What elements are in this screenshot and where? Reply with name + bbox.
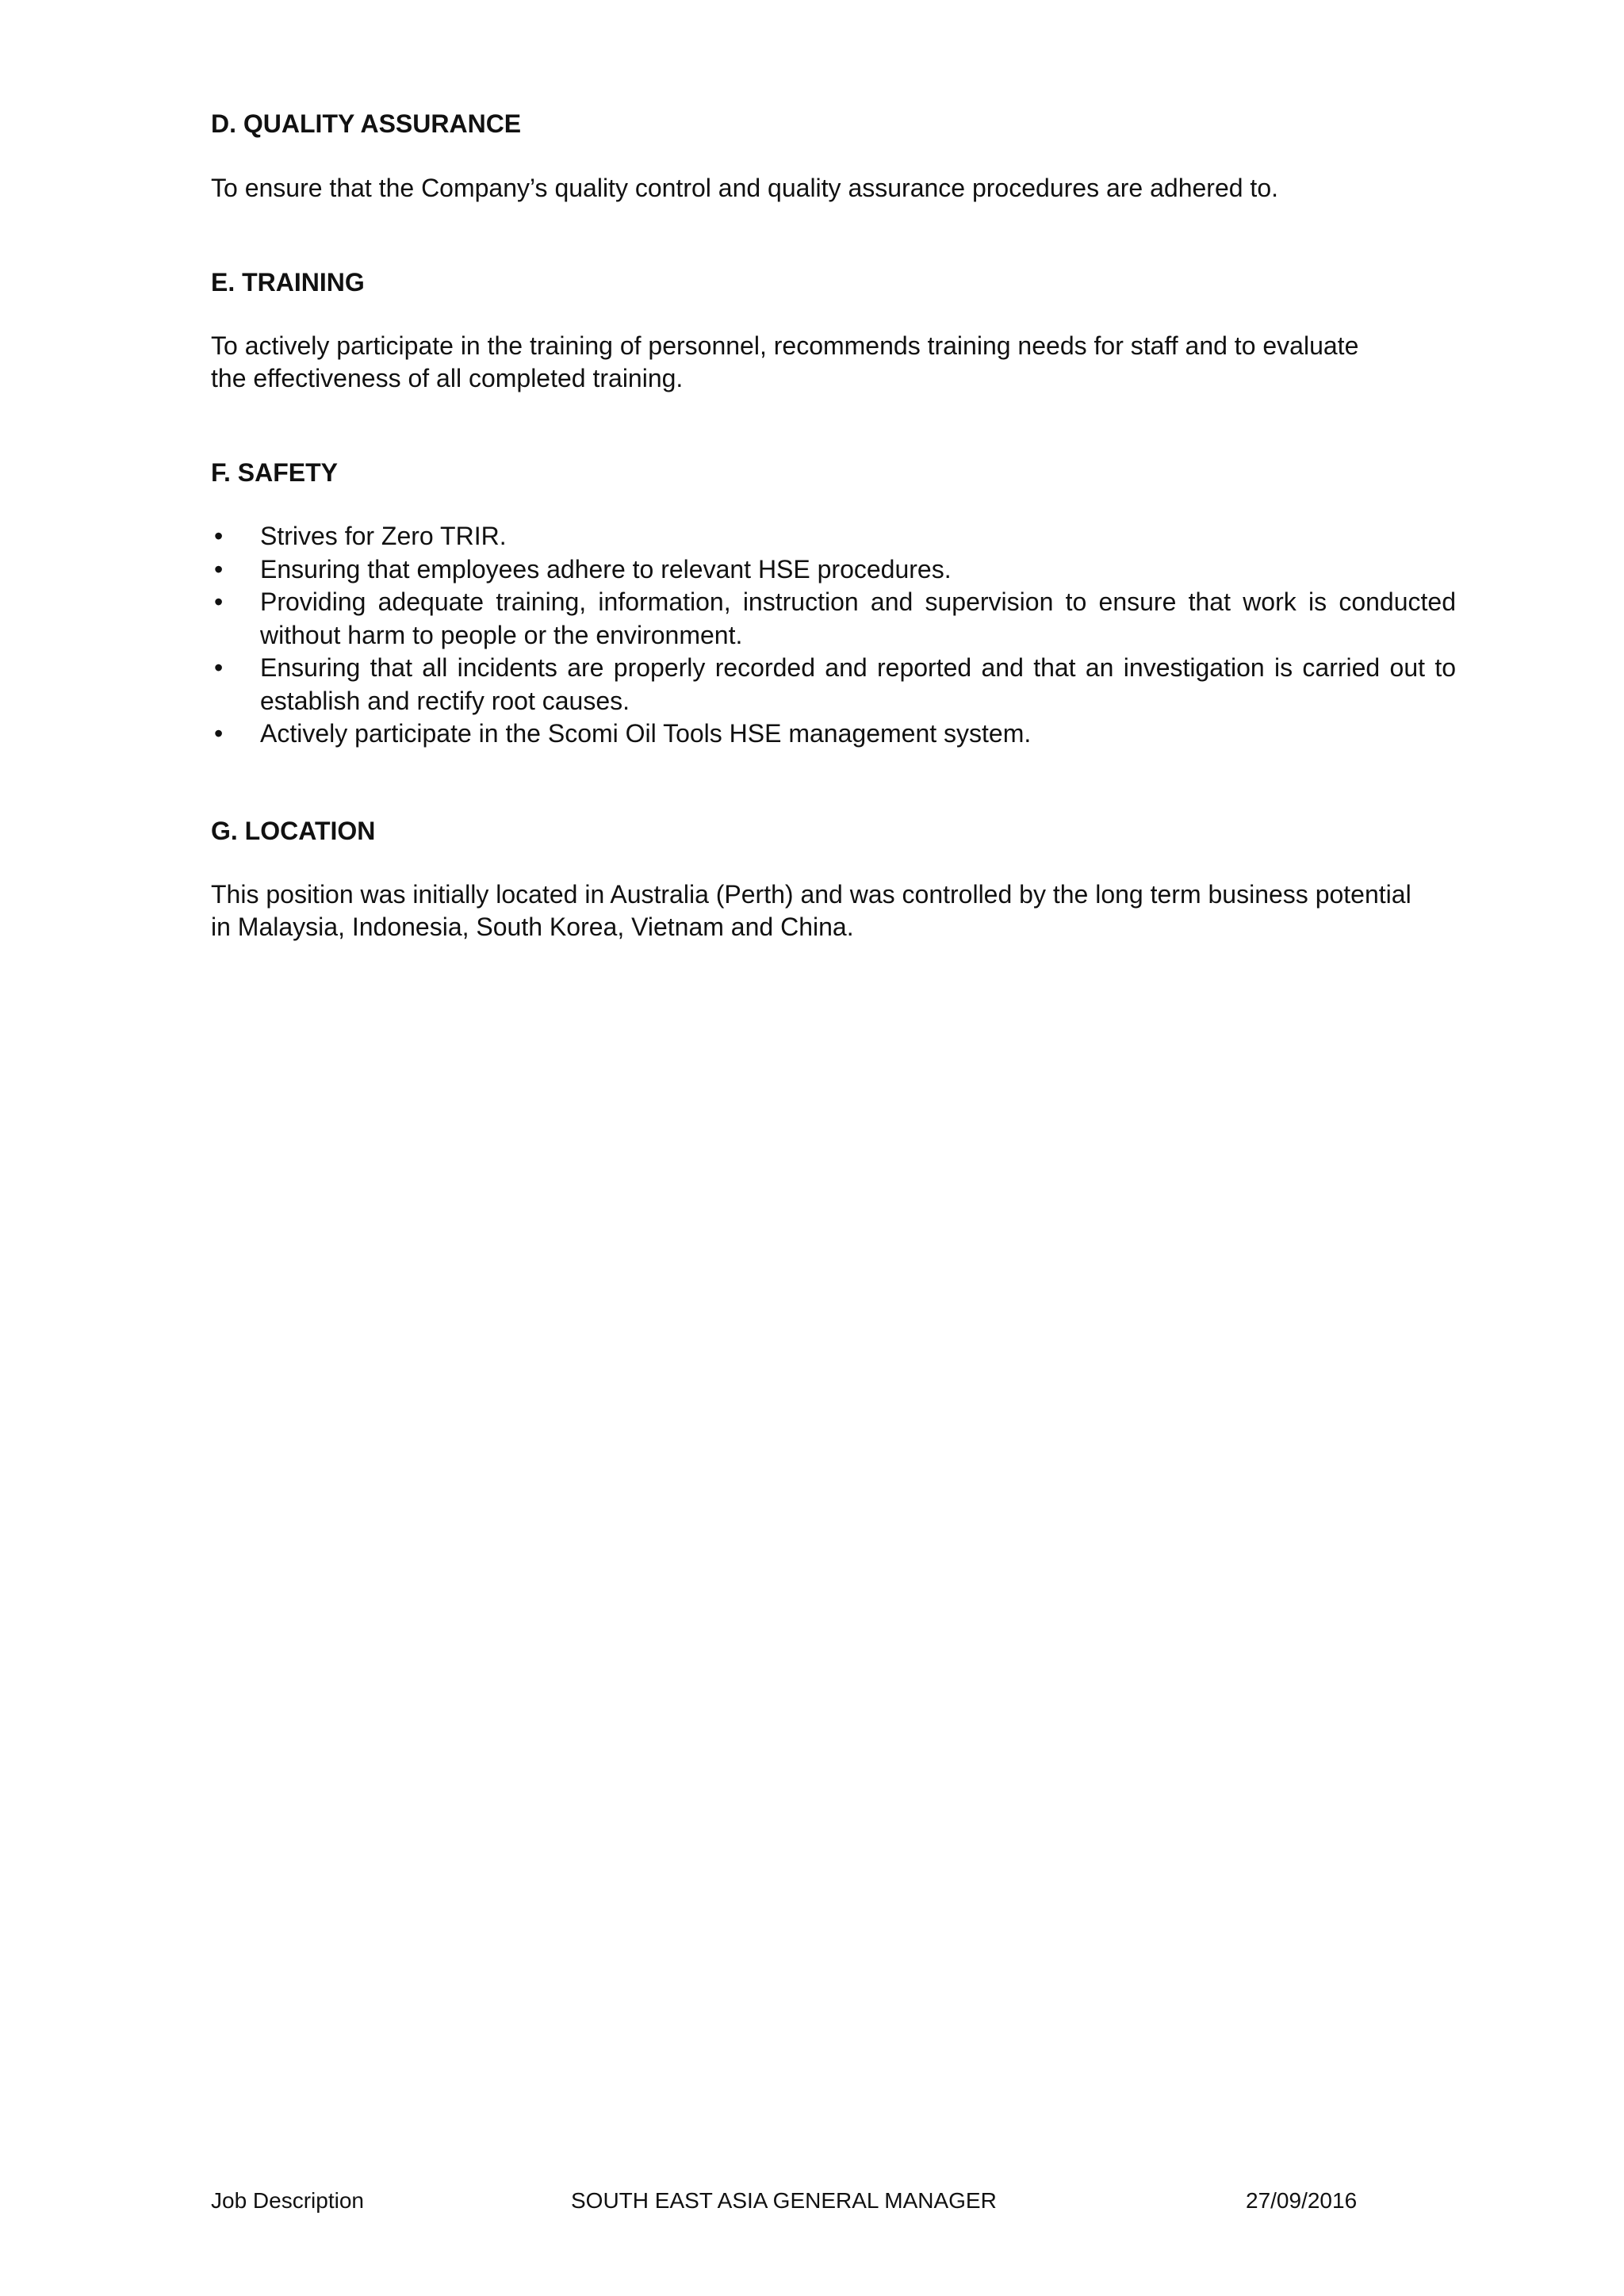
location-text: This position was initially located in Australia (Perth) and was controlled by the long term business potential in Malaysia, Indonesia, South Korea, Vietnam and China.	[211, 880, 1411, 941]
bullet-icon: •	[214, 719, 224, 748]
heading-training: E. TRAINING	[211, 268, 365, 297]
list-item	[211, 553, 1456, 587]
training-text: To actively participate in the training of personnel, recommends training needs for staff and to evaluate the effectiveness of all completed training.	[211, 331, 1359, 392]
bullet-icon: •	[214, 522, 224, 550]
list-item	[211, 520, 1456, 553]
heading-location: G. LOCATION	[211, 817, 376, 845]
heading-safety: F. SAFETY	[211, 458, 339, 487]
list-item	[211, 718, 1456, 751]
list-item-text: Ensuring that employees adhere to relevant HSE procedures.	[260, 554, 952, 584]
bullet-icon: •	[214, 554, 224, 584]
bullet-icon: •	[214, 653, 224, 682]
list-item	[211, 652, 1456, 718]
bullet-icon: •	[214, 587, 224, 616]
list-item	[211, 586, 1456, 652]
list-item-text: Ensuring that all incidents are properly recorded and reported and that an investigation is carried out to establish and rectify root causes.	[260, 653, 1456, 715]
list-item-text: Actively participate in the Scomi Oil Tools HSE management system.	[260, 719, 1032, 748]
safety-list	[211, 520, 1456, 751]
heading-quality-assurance: D. QUALITY ASSURANCE	[211, 109, 522, 138]
list-item-text: Strives for Zero TRIR.	[260, 522, 507, 550]
page-footer	[0, 2185, 1624, 2217]
footer-date: 27/09/2016	[1246, 2188, 1358, 2213]
list-item-text: Providing adequate training, information, instruction and supervision to ensure that work is conducted without harm to people or the environment.	[260, 587, 1456, 649]
footer-doc-type: Job Description	[211, 2188, 364, 2213]
quality-assurance-text: To ensure that the Company’s quality control and quality assurance procedures are adhered to.	[211, 174, 1278, 202]
footer-position-title: SOUTH EAST ASIA GENERAL MANAGER	[571, 2188, 997, 2213]
